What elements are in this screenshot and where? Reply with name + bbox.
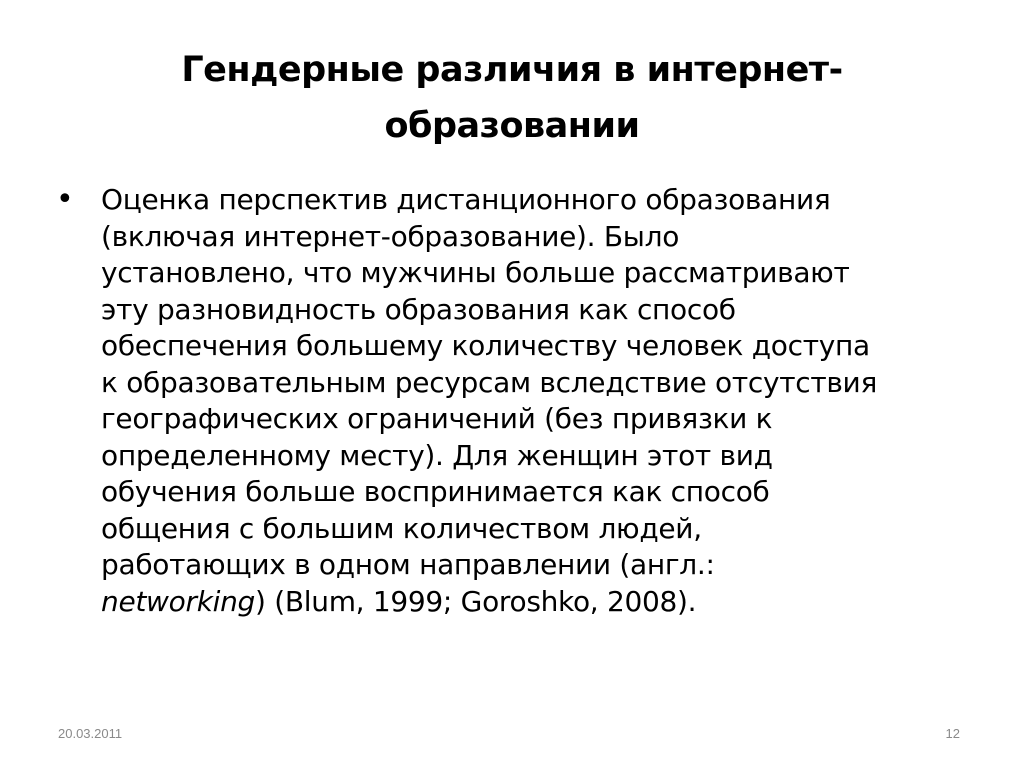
slide-title-line-1: Гендерные различия в интернет-	[181, 50, 843, 90]
body-line-10: общения с большим количеством людей,	[101, 511, 702, 545]
body-line-2: (включая интернет-образование). Было	[101, 219, 680, 253]
body-line-6: к образовательным ресурсам вследствие отсутствия	[101, 365, 877, 399]
footer-page-number: 12	[945, 726, 960, 741]
body-line-7: географических ограничений (без привязки к	[101, 402, 773, 435]
body-line-4: эту разновидность образования как способ	[101, 292, 736, 326]
bullet-icon: •	[56, 182, 74, 217]
body-line-1: Оценка перспектив дистанционного образования	[101, 183, 831, 216]
citation-text: ) (Blum, 1999; Goroshko, 2008).	[255, 584, 697, 618]
slide-title	[80, 42, 944, 154]
networking-term: networking	[101, 584, 256, 618]
body-line-12	[101, 584, 966, 621]
body-line-8: определенному месту). Для женщин этот вид	[101, 438, 773, 472]
body-line-3: установлено, что мужчины больше рассматривают	[101, 256, 850, 289]
body-line-11: работающих в одном направлении (англ.:	[101, 548, 715, 581]
body-line-5: обеспечения большему количеству человек доступа	[101, 329, 870, 362]
footer-date: 20.03.2011	[58, 726, 123, 741]
slide-title-line-2: образовании	[384, 106, 640, 146]
bullet-text	[101, 182, 966, 620]
bullet-item	[56, 182, 966, 620]
slide-content	[56, 182, 966, 620]
body-line-9: обучения больше воспринимается как способ	[101, 475, 770, 508]
